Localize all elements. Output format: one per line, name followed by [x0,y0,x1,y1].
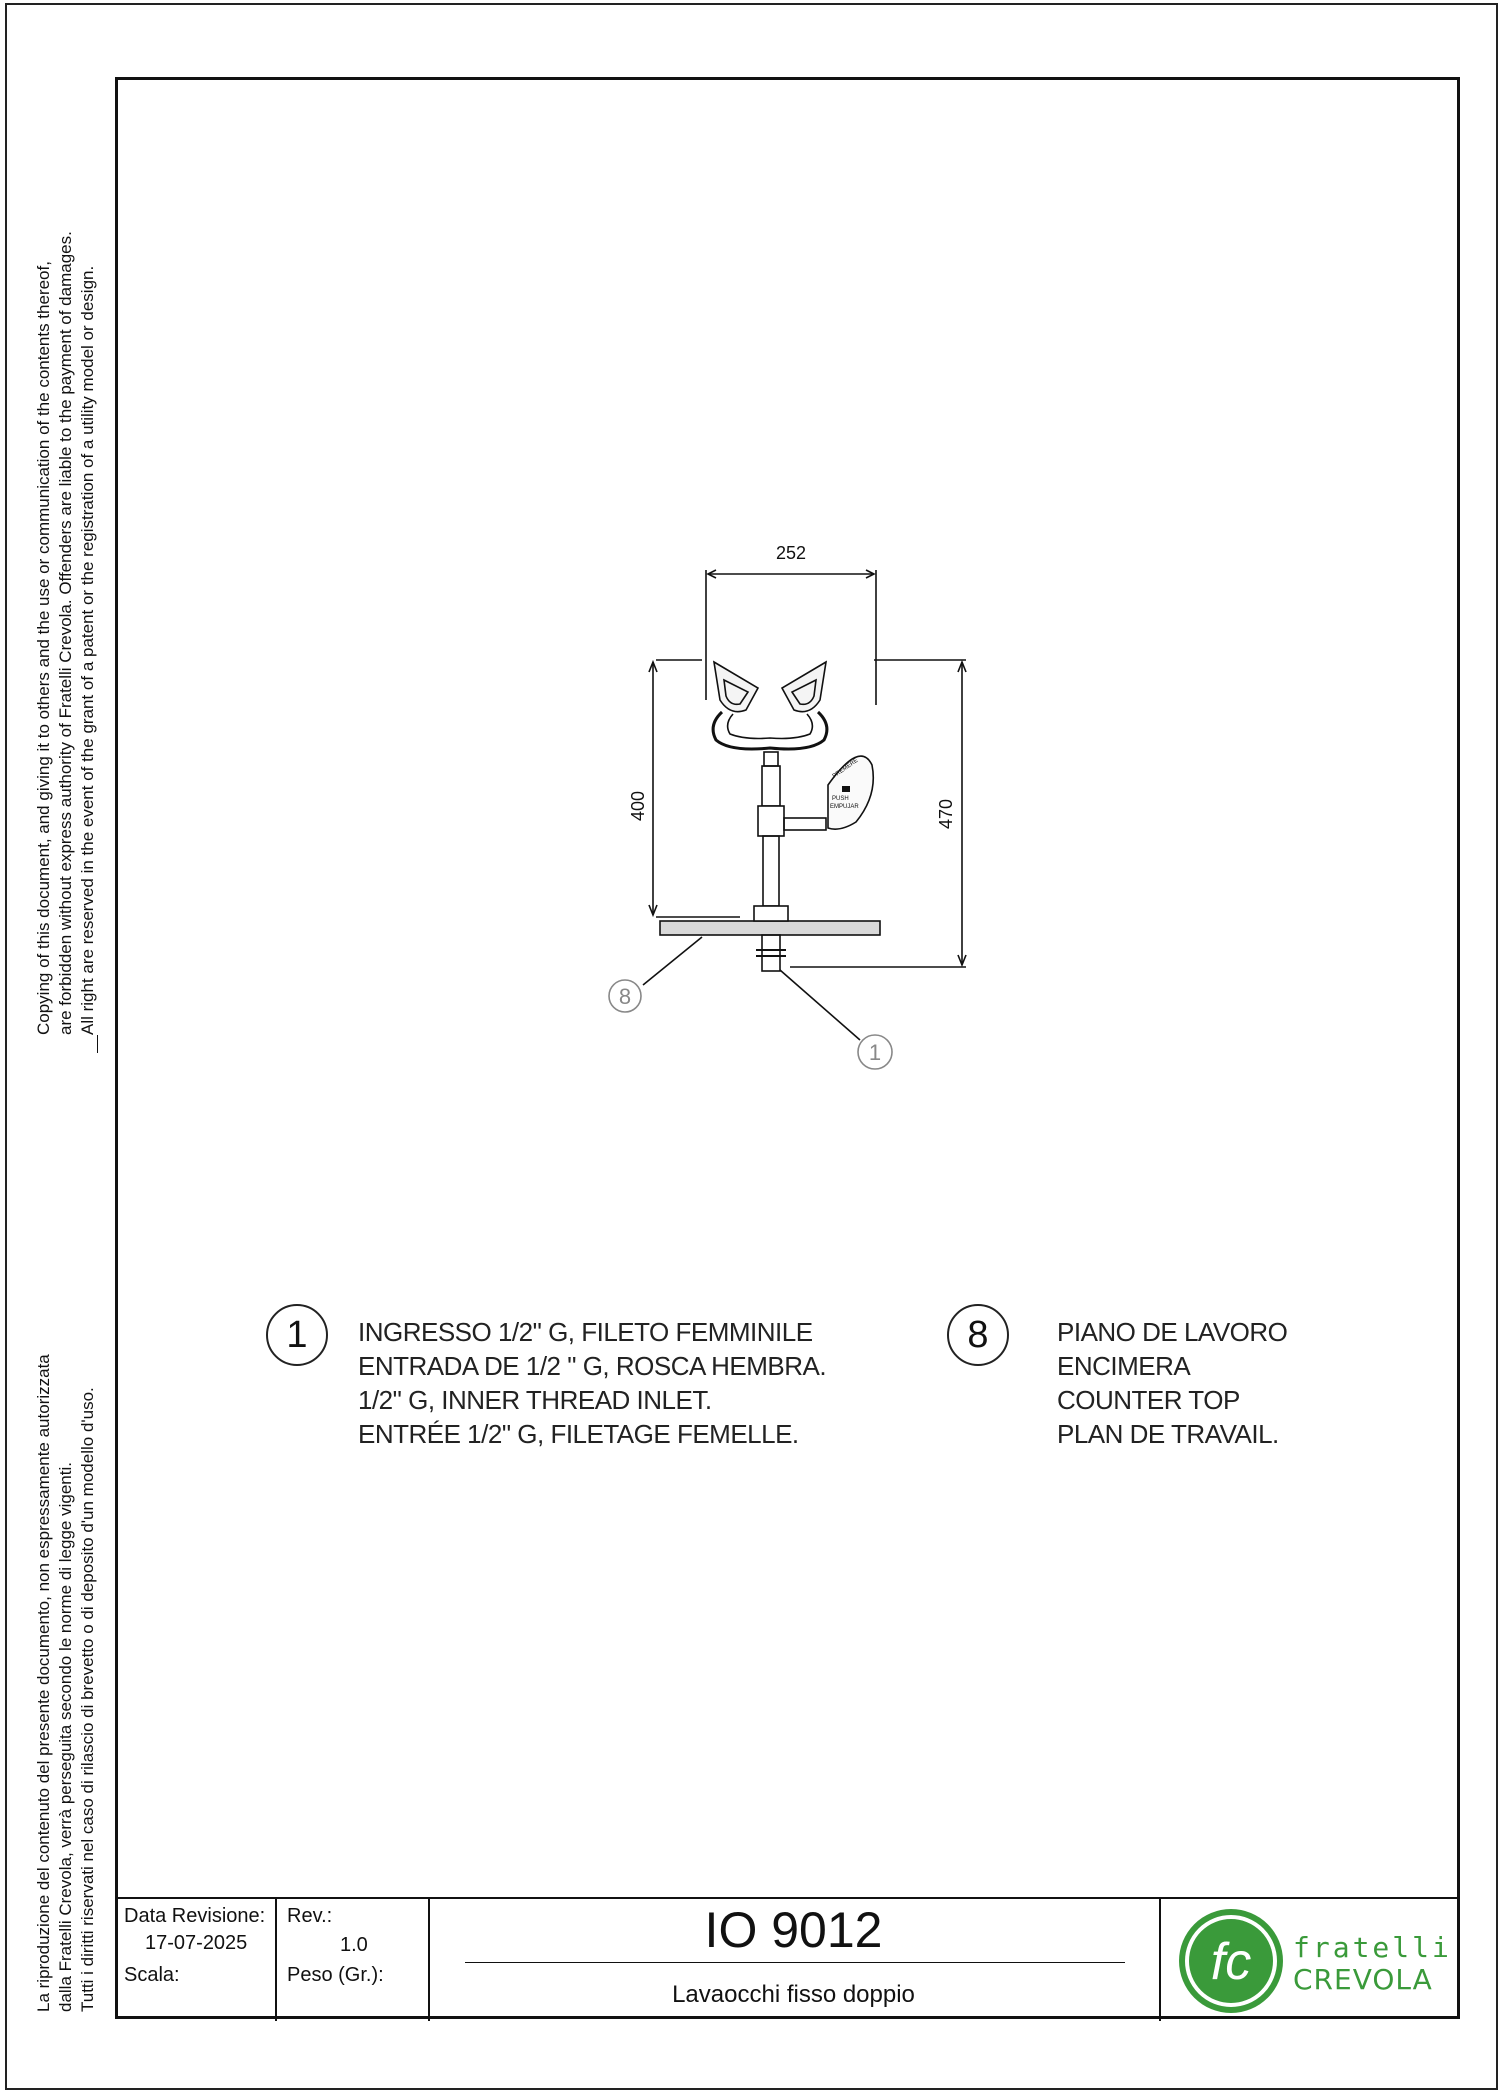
document-code: IO 9012 [704,1902,883,1958]
divider [1159,1899,1161,2021]
dimension-height-470: 470 [936,798,956,830]
divider [465,1962,1125,1963]
dimension-height-400: 400 [628,790,648,822]
svg-text:PREMERE: PREMERE [831,757,860,780]
weight-label: Peso (Gr.): [287,1964,384,1986]
notice-line: La riproduzione del contenuto del presente documento, non espressamente autorizzata [34,1354,53,2012]
divider [275,1899,277,2021]
dimension-width: 252 [775,543,807,563]
legend-line: INGRESSO 1/2" G, FILETO FEMMINILE [358,1317,813,1347]
rev-label: Rev.: [287,1905,333,1927]
legend-item-8 [1057,1315,1287,1451]
legend-line: ENTRADA DE 1/2 " G, ROSCA HEMBRA. [358,1351,827,1381]
legend-line: PLAN DE TRAVAIL. [1057,1419,1279,1449]
logo-monogram: fc [1210,1933,1252,1991]
notice-line: dalla Fratelli Crevola, verrà perseguita secondo le norme di legge vigenti. [56,1462,75,2012]
svg-text:EMPUJAR: EMPUJAR [830,804,859,810]
notice-line: All right are reserved in the event of the grant of a patent or the registration of a utility model or design. [78,265,97,1035]
legend-line: COUNTER TOP [1057,1385,1240,1415]
legend-line: 1/2" G, INNER THREAD INLET. [358,1385,712,1415]
scale-label: Scala: [124,1964,180,1986]
title-block [115,1897,1460,2021]
legend-number-1: 1 [266,1304,328,1366]
logo-text-fratelli: fratelli [1293,1931,1452,1964]
rev-value: 1.0 [340,1934,368,1956]
legend-item-1 [358,1315,826,1451]
legend-line: PIANO DE LAVORO [1057,1317,1288,1347]
revision-date-label: Data Revisione: [124,1905,266,1927]
callout-8-label: 8 [618,984,632,1009]
notice-line: Tutti i diritti riservati nel caso di rilascio di brevetto o di deposito d'un modello d'uso. [78,1387,97,2012]
document-description: Lavaocchi fisso doppio [672,1981,915,2008]
svg-text:PUSH: PUSH [832,796,849,802]
legend-line: ENTRÉE 1/2" G, FILETAGE FEMELLE. [358,1419,799,1449]
company-logo [1175,1905,1452,2017]
callout-1-label: 1 [868,1040,882,1065]
legend-line: ENCIMERA [1057,1351,1191,1381]
notice-line: are forbidden without express authority of Fratelli Crevola. Offenders are liable to the payment of damages. [56,231,75,1035]
logo-text-crevola: CREVOLA [1293,1963,1433,1996]
legend-number-8: 8 [947,1304,1009,1366]
revision-date-value: 17-07-2025 [145,1932,248,1954]
notice-line: Copying of this document, and giving it to others and the use or communication of the contents thereof, [34,261,53,1035]
logo-emblem [1175,1905,1287,2017]
